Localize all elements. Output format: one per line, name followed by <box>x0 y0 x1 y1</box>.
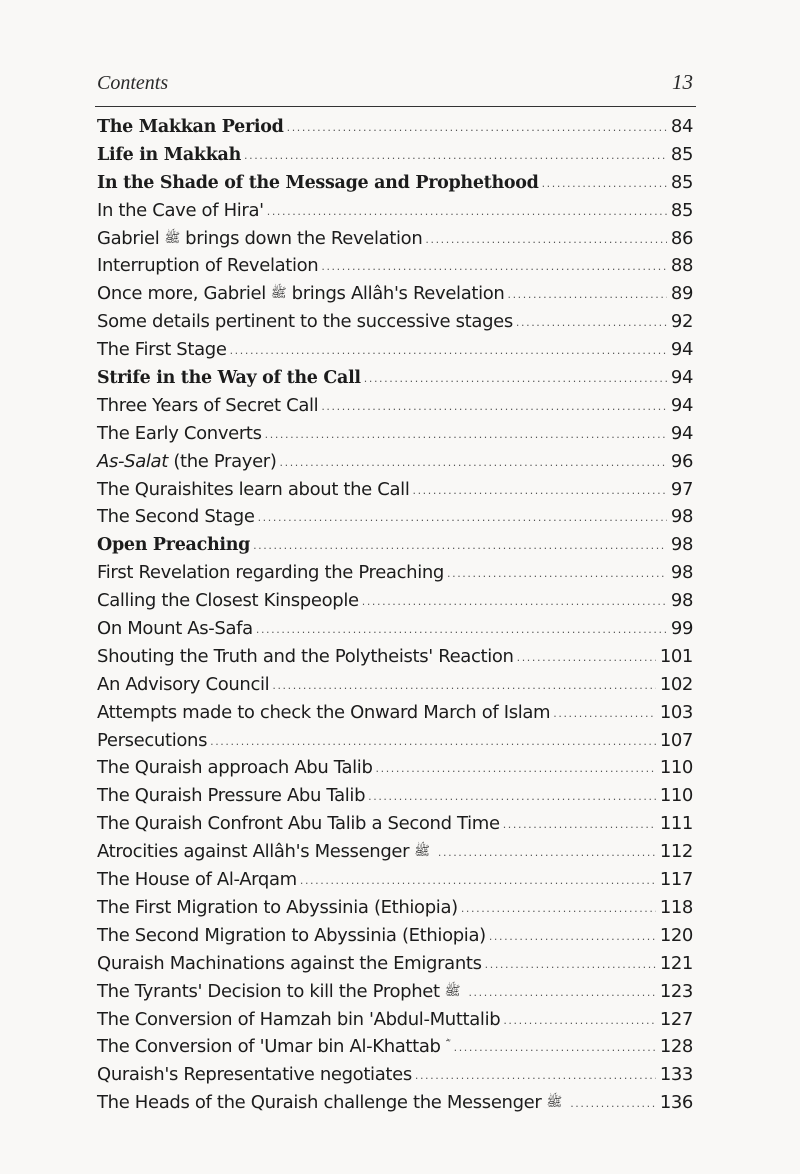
toc-entry <box>97 367 693 395</box>
toc-entry-title <box>97 813 500 834</box>
toc-entry-title <box>97 674 269 695</box>
toc-entry-title <box>97 228 422 251</box>
toc-entry-page: 107 <box>659 729 693 751</box>
dot-leader <box>447 567 667 580</box>
dot-leader <box>376 762 656 775</box>
toc-entry-title <box>97 395 318 416</box>
toc-entry-page: 123 <box>659 980 693 1002</box>
toc-entry-title <box>97 562 444 583</box>
toc-entry-page: 128 <box>659 1036 693 1058</box>
toc-entry <box>97 172 693 200</box>
dot-leader <box>461 902 656 915</box>
toc-entry <box>97 255 693 283</box>
toc-entry <box>97 144 693 172</box>
toc-entry <box>97 311 693 339</box>
toc-entry-text: Three Years of Secret Call <box>97 394 319 416</box>
toc-entry-text: The First Stage <box>97 339 227 361</box>
toc-entry <box>97 897 693 925</box>
toc-entry-text: brings Allâh's Revelation <box>291 283 505 305</box>
honorific-glyph: ﷺ <box>444 983 461 999</box>
toc-entry <box>97 1092 693 1120</box>
toc-entry <box>97 339 693 367</box>
toc-entry-text: (the Prayer) <box>173 450 277 472</box>
header-section-title: Contents <box>97 72 169 94</box>
toc-entry <box>97 283 693 311</box>
toc-entry <box>97 423 693 451</box>
toc-entry-title <box>97 841 435 864</box>
header-page-number: 13 <box>672 70 693 94</box>
toc-entry-text: Open Preaching <box>97 535 251 556</box>
toc-entry-page: 112 <box>659 841 693 863</box>
dot-leader <box>287 121 667 134</box>
toc-entry-page: 94 <box>670 339 693 361</box>
toc-entry-title <box>97 646 514 667</box>
toc-entry <box>97 1064 693 1092</box>
toc-entry <box>97 479 693 507</box>
toc-entry-text: The Quraish approach Abu Talib <box>97 757 373 779</box>
dot-leader <box>265 428 667 441</box>
toc-entry-title <box>97 897 458 918</box>
toc-entry-page: 101 <box>659 645 693 667</box>
toc-entry-text: The Quraishites learn about the Call <box>97 478 410 500</box>
toc-entry-page: 97 <box>670 478 693 500</box>
toc-entry-text: Once more, Gabriel <box>97 283 266 305</box>
table-of-contents <box>97 116 693 1120</box>
honorific-glyph: ﷺ <box>270 286 287 302</box>
toc-entry-text: The Conversion of Hamzah bin 'Abdul-Muttalib <box>97 1008 501 1030</box>
toc-entry-title <box>97 368 361 388</box>
toc-entry-text: The House of Al-Arqam <box>97 869 297 891</box>
toc-entry-page: 96 <box>670 450 693 472</box>
dot-leader <box>364 372 667 385</box>
dot-leader <box>468 986 655 999</box>
dot-leader <box>485 958 656 971</box>
toc-entry-text: In the Cave of Hira' <box>97 199 264 221</box>
toc-entry <box>97 841 693 869</box>
dot-leader <box>321 400 667 413</box>
toc-entry-title <box>97 506 255 527</box>
toc-entry-title <box>97 869 297 890</box>
toc-entry <box>97 925 693 953</box>
toc-entry <box>97 534 693 562</box>
dot-leader <box>542 177 667 190</box>
toc-entry-page: 110 <box>659 757 693 779</box>
running-header <box>97 70 693 100</box>
dot-leader <box>210 735 656 748</box>
toc-entry-text: In the Shade of the Message and Prophethood <box>97 172 539 193</box>
toc-entry-title <box>97 1064 412 1085</box>
toc-entry-title <box>97 535 250 555</box>
toc-entry-title <box>97 1009 500 1030</box>
toc-entry-title <box>97 702 550 723</box>
toc-entry-text: Shouting the Truth and the Polytheists' Reaction <box>97 645 514 667</box>
toc-entry <box>97 506 693 534</box>
dot-leader <box>253 539 667 552</box>
toc-entry-page: 120 <box>659 924 693 946</box>
toc-entry <box>97 1009 693 1037</box>
toc-entry-title <box>97 255 318 276</box>
toc-entry-title <box>97 1092 567 1115</box>
toc-entry-title <box>97 451 277 472</box>
toc-entry <box>97 116 693 144</box>
dot-leader <box>489 930 656 943</box>
toc-entry-text: On Mount As-Safa <box>97 618 253 640</box>
toc-entry-page: 92 <box>670 311 693 333</box>
dot-leader <box>516 316 667 329</box>
dot-leader <box>412 484 666 497</box>
toc-entry-title <box>97 590 359 611</box>
toc-entry-text: An Advisory Council <box>97 673 270 695</box>
toc-entry <box>97 730 693 758</box>
toc-entry-text: The Early Converts <box>97 422 262 444</box>
header-rule <box>95 106 696 107</box>
toc-entry-page: 118 <box>659 896 693 918</box>
toc-entry-page: 94 <box>670 367 693 389</box>
toc-entry-title <box>97 1036 451 1057</box>
toc-entry-title <box>97 953 482 974</box>
toc-entry-text: Some details pertinent to the successive stages <box>97 311 513 333</box>
toc-entry-text: Calling the Closest Kinspeople <box>97 590 359 612</box>
dot-leader <box>321 260 667 273</box>
dot-leader <box>256 623 667 636</box>
toc-entry-page: 136 <box>659 1092 693 1114</box>
dot-leader <box>230 344 667 357</box>
toc-entry-page: 133 <box>659 1064 693 1086</box>
toc-entry-title <box>97 145 241 165</box>
toc-entry-title <box>97 925 486 946</box>
toc-entry-page: 99 <box>670 618 693 640</box>
dot-leader <box>503 1014 656 1027</box>
toc-entry <box>97 757 693 785</box>
toc-entry-title <box>97 981 465 1004</box>
toc-entry-page: 86 <box>670 227 693 249</box>
toc-entry <box>97 702 693 730</box>
honorific-glyph: ﷺ <box>164 230 181 246</box>
toc-entry-page: 103 <box>659 701 693 723</box>
toc-entry-title <box>97 618 253 639</box>
toc-entry-page: 85 <box>670 171 693 193</box>
toc-entry-text: Quraish Machinations against the Emigrants <box>97 952 482 974</box>
toc-entry-title <box>97 117 284 137</box>
toc-entry <box>97 674 693 702</box>
toc-entry-text: The First Migration to Abyssinia (Ethiopia) <box>97 896 458 918</box>
toc-entry <box>97 1036 693 1064</box>
dot-leader <box>362 595 667 608</box>
toc-entry-text: Attempts made to check the Onward March of Islam <box>97 701 551 723</box>
toc-entry-text: Quraish's Representative negotiates <box>97 1064 412 1086</box>
dot-leader <box>503 818 656 831</box>
toc-entry-title <box>97 757 373 778</box>
toc-entry <box>97 590 693 618</box>
toc-entry-page: 88 <box>670 255 693 277</box>
toc-entry <box>97 646 693 674</box>
toc-entry-page: 117 <box>659 869 693 891</box>
toc-entry <box>97 813 693 841</box>
toc-entry-text: The Tyrants' Decision to kill the Prophet <box>97 980 440 1002</box>
toc-entry-page: 98 <box>670 534 693 556</box>
toc-entry-text: First Revelation regarding the Preaching <box>97 562 444 584</box>
toc-entry-page: 111 <box>659 813 693 835</box>
toc-entry-text: Interruption of Revelation <box>97 255 319 277</box>
toc-entry-page: 127 <box>659 1008 693 1030</box>
toc-entry-text: The Quraish Confront Abu Talib a Second Time <box>97 813 500 835</box>
toc-entry <box>97 785 693 813</box>
toc-entry-text: Persecutions <box>97 729 208 751</box>
toc-entry-page: 121 <box>659 952 693 974</box>
toc-entry-page: 84 <box>670 116 693 137</box>
toc-entry-text: Strife in the Way of the Call <box>97 368 361 389</box>
toc-entry-text: Life in Makkah <box>97 144 241 165</box>
toc-entry-title <box>97 479 409 500</box>
dot-leader <box>272 679 655 692</box>
dot-leader <box>553 707 656 720</box>
toc-entry-text: Gabriel <box>97 227 160 249</box>
toc-entry <box>97 562 693 590</box>
toc-entry <box>97 981 693 1009</box>
dot-leader <box>258 511 667 524</box>
dot-leader <box>415 1069 656 1082</box>
toc-entry-page: 98 <box>670 590 693 612</box>
toc-entry-page: 89 <box>670 283 693 305</box>
toc-entry-title <box>97 423 262 444</box>
toc-entry-title <box>97 339 227 360</box>
toc-entry-text: Atrocities against Allâh's Messenger <box>97 841 410 863</box>
toc-entry-text: The Heads of the Quraish challenge the Messenger <box>97 1092 542 1114</box>
toc-entry <box>97 953 693 981</box>
toc-entry <box>97 228 693 256</box>
dot-leader <box>280 456 667 469</box>
dot-leader <box>570 1097 656 1110</box>
dot-leader <box>517 651 656 664</box>
toc-entry-title <box>97 200 264 221</box>
toc-entry-page: 98 <box>670 562 693 584</box>
toc-entry-title <box>97 785 365 806</box>
toc-entry-page: 98 <box>670 506 693 528</box>
toc-entry <box>97 869 693 897</box>
dot-leader <box>368 790 656 803</box>
toc-entry-title <box>97 173 539 193</box>
toc-entry-page: 85 <box>670 143 693 165</box>
toc-entry-title <box>97 283 504 306</box>
dot-leader <box>507 288 666 301</box>
toc-entry-text: The Second Stage <box>97 506 255 528</box>
dot-leader <box>267 205 667 218</box>
toc-entry <box>97 618 693 646</box>
toc-entry-page: 102 <box>659 673 693 695</box>
honorific-glyph: ﷺ <box>414 844 430 860</box>
toc-entry-text: The Makkan Period <box>97 117 284 137</box>
toc-entry-page: 85 <box>670 199 693 221</box>
toc-entry-text: The Conversion of 'Umar bin Al-Khattab <box>97 1036 441 1058</box>
toc-entry-page: 110 <box>659 785 693 807</box>
toc-entry <box>97 395 693 423</box>
dot-leader <box>438 846 656 859</box>
honorific-glyph: ﷺ <box>546 1095 563 1111</box>
dot-leader <box>244 149 667 162</box>
toc-entry <box>97 451 693 479</box>
toc-entry <box>97 200 693 228</box>
toc-entry-page: 94 <box>670 422 693 444</box>
toc-entry-text: brings down the Revelation <box>185 227 423 249</box>
toc-entry-text: The Quraish Pressure Abu Talib <box>97 785 366 807</box>
dot-leader <box>454 1041 656 1054</box>
toc-entry-page: 94 <box>670 394 693 416</box>
toc-entry-title <box>97 730 207 751</box>
dot-leader <box>425 233 667 246</box>
toc-entry-italic-text: As-Salat <box>97 450 168 472</box>
toc-entry-text: The Second Migration to Abyssinia (Ethiopia) <box>97 924 486 946</box>
dot-leader <box>300 874 656 887</box>
toc-entry-title <box>97 311 513 332</box>
